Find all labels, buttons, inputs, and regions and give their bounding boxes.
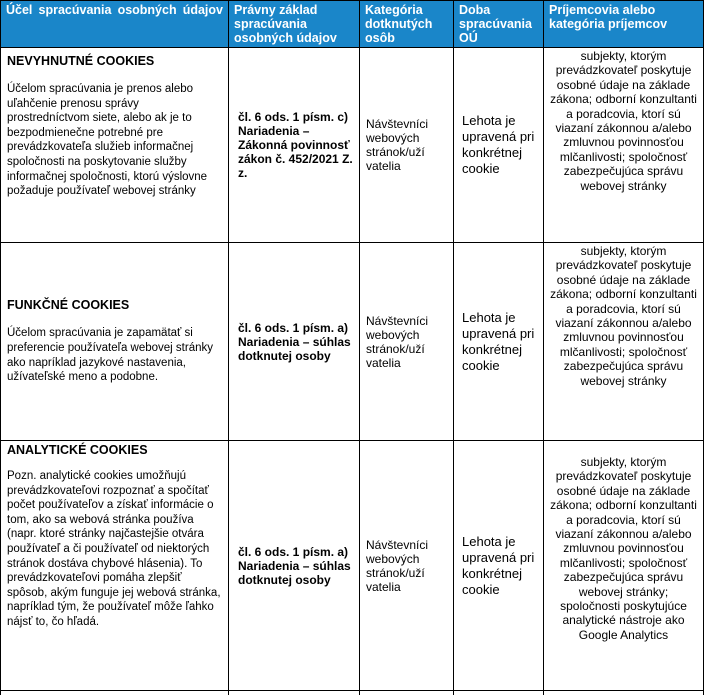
header-recipients: Príjemcovia alebo kategória príjemcov — [544, 1, 704, 48]
table-row — [1, 441, 704, 691]
header-category: Kategória dotknutých osôb — [360, 1, 454, 48]
header-purpose: Účel spracúvania osobných údajov — [1, 1, 229, 48]
table-header-row — [1, 1, 704, 48]
category-cell: Návštevníci webových stránok/uží vatelia — [360, 243, 454, 441]
category-cell: Návštevníci webových stránok/uží vatelia — [360, 48, 454, 243]
purpose-title: FUNKČNÉ COOKIES — [7, 298, 130, 313]
recipients-cell: subjekty, ktorým prevádzkovateľ poskytuje osobné údaje na základe zákona; odborní konzultanti a poradcovia, ktorí sú viazaní zákonnou a/alebo zmluvnou povinnosťou mlčanlivosti; spoločnosť zabezpečujúca správu webovej stránky; spoločnosti poskytujúce analytické nástroje ako Google Analytics — [544, 441, 704, 691]
recipients-cell: subjekty, ktorým prevádzkovateľ poskytuje osobné údaje na základe zákona; odborní konzultanti a poradcovia, ktorí sú viazaní zákonnou a/alebo zmluvnou povinnosťou mlčanlivosti; spoločnosť zabezpečujúca správu webovej stránky — [544, 243, 704, 441]
header-duration: Doba spracúvania OÚ — [454, 1, 544, 48]
purpose-cell — [1, 48, 229, 243]
purpose-description: Pozn. analytické cookies umožňujú prevádzkovateľovi rozpoznať a spočítať počet používateľov a získať informácie o tom, ako sa webová stránka používa (napr. ktoré stránky najčastejšie otvára používateľ a či používateľ od niektorých stránok dostáva chybové hlásenia). To prevádzkovateľovi pomáha zlepšiť spôsob, akým funguje jej webová stránka, napríklad tým, že používateľ môže ľahko nájsť to, čo hľadá. — [7, 470, 221, 628]
legal-basis-cell: čl. 6 ods. 1 písm. a) Nariadenia – súhlas dotknutej osoby — [229, 243, 360, 441]
header-legal-basis: Právny základ spracúvania osobných údajov — [229, 1, 360, 48]
category-cell: Návštevníci webových stránok/uží vatelia — [360, 441, 454, 691]
purpose-description: Účelom spracúvania je prenos alebo uľahčenie prenosu správy prostredníctvom siete, alebo ak je to bezpodmienečne potrebné pre prevádzkovateľa služieb informačnej spoločnosti na poskytovanie služby informačnej spoločnosti, ktorú výslovne požaduje používateľ webovej stránky — [7, 83, 208, 198]
legal-basis-cell: čl. 6 ods. 1 písm. c) Nariadenia – Zákonná povinnosť zákon č. 452/2021 Z. z. — [229, 48, 360, 243]
purpose-title: NEVYHNUTNÉ COOKIES — [7, 54, 155, 68]
recipients-cell: subjekty, ktorým prevádzkovateľ poskytuje osobné údaje na základe zákona; odborní konzultanti a poradcovia, ktorí sú viazaní zákonnou a/alebo zmluvnou povinnosťou mlčanlivosti; spoločnosť zabezpečujúca správu webovej stránky — [544, 48, 704, 243]
purpose-title: ANALYTICKÉ COOKIES — [7, 443, 148, 457]
table-row-continuation — [1, 691, 704, 696]
purpose-cell — [1, 441, 229, 691]
purpose-cell — [1, 243, 229, 441]
table-row — [1, 243, 704, 441]
duration-cell: Lehota je upravená pri konkrétnej cookie — [454, 243, 544, 441]
duration-cell: Lehota je upravená pri konkrétnej cookie — [454, 441, 544, 691]
duration-cell: Lehota je upravená pri konkrétnej cookie — [454, 48, 544, 243]
purpose-description: Účelom spracúvania je zapamätať si preferencie používateľa webovej stránky ako napríklad jazykové nastavenia, užívateľské meno a podobne. — [7, 327, 213, 384]
legal-basis-cell: čl. 6 ods. 1 písm. a) Nariadenia – súhlas dotknutej osoby — [229, 441, 360, 691]
table-row — [1, 48, 704, 243]
